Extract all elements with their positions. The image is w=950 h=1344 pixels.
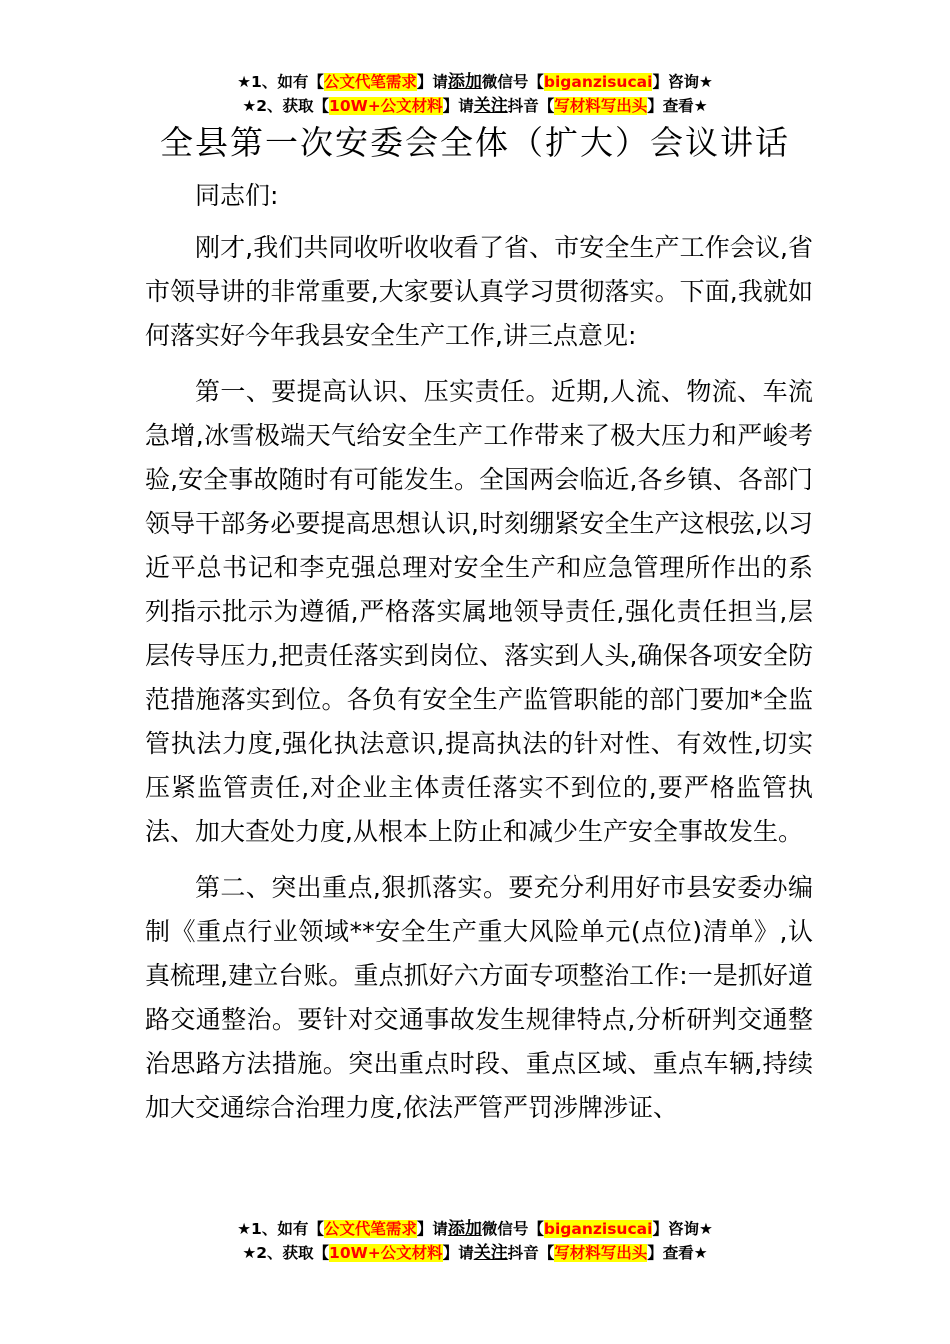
banner-text: 】请 xyxy=(416,1220,448,1238)
header-banner xyxy=(0,70,950,118)
document-body xyxy=(145,174,813,1130)
highlight-wechat-id: biganzisucai xyxy=(543,73,653,91)
highlight-materials: 10W+公文材料 xyxy=(329,97,443,115)
banner-text: ★2、获取【 xyxy=(242,1244,330,1262)
banner-text: 】查看★ xyxy=(647,1244,708,1262)
greeting: 同志们: xyxy=(195,181,279,210)
banner-text: 】查看★ xyxy=(647,97,708,115)
underlined-text: 关注 xyxy=(473,96,508,116)
banner-text: 】咨询★ xyxy=(652,73,713,91)
highlight-douyin-account: 写材料写出头 xyxy=(554,97,648,115)
banner-text: 】请 xyxy=(442,1244,474,1262)
banner-line-2 xyxy=(0,1241,950,1265)
highlight-wechat-id: biganzisucai xyxy=(543,1220,653,1238)
underlined-text: 添加 xyxy=(447,1219,482,1239)
banner-text: ★1、如有【 xyxy=(237,73,324,91)
banner-text: 抖音【 xyxy=(507,97,555,115)
highlight-service: 公文代笔需求 xyxy=(323,1220,417,1238)
document-title: 全县第一次安委会全体（扩大）会议讲话 xyxy=(160,123,790,162)
paragraph-second-point: 第二、突出重点,狠抓落实。要充分利用好市县安委办编制《重点行业领域**安全生产重大风险单元(点位)清单》,认真梳理,建立台账。重点抓好六方面专项整治工作:一是抓好道路交通整治。要针对交通事故发生规律特点,分析研判交通整治思路方法措施。突出重点时段、重点区域、重点车辆,持续加大交通综合治理力度,依法严管严罚涉牌涉证、 xyxy=(145,873,813,1122)
banner-line-1 xyxy=(0,1217,950,1241)
paragraph-first-point: 第一、要提高认识、压实责任。近期,人流、物流、车流急增,冰雪极端天气给安全生产工作带来了极大压力和严峻考验,安全事故随时有可能发生。全国两会临近,各乡镇、各部门领导干部务必要提高思想认识,时刻绷紧安全生产这根弦,以习近平总书记和李克强总理对安全生产和应急管理所作出的系列指示批示为遵循,严格落实属地领导责任,强化责任担当,层层传导压力,把责任落实到岗位、落实到人头,确保各项安全防范措施落实到位。各负有安全生产监管职能的部门要加*全监管执法力度,强化执法意识,提高执法的针对性、有效性,切实压紧监管责任,对企业主体责任落实不到位的,要严格监管执法、加大查处力度,从根本上防止和减少生产安全事故发生。 xyxy=(145,377,813,846)
banner-line-1 xyxy=(0,70,950,94)
banner-text: ★1、如有【 xyxy=(237,1220,324,1238)
footer-banner xyxy=(0,1217,950,1265)
banner-text: 】咨询★ xyxy=(652,1220,713,1238)
highlight-service: 公文代笔需求 xyxy=(323,73,417,91)
highlight-douyin-account: 写材料写出头 xyxy=(554,1244,648,1262)
paragraph-intro: 刚才,我们共同收听收收看了省、市安全生产工作会议,省市领导讲的非常重要,大家要认真学习贯彻落实。下面,我就如何落实好今年我县安全生产工作,讲三点意见: xyxy=(145,233,813,350)
underlined-text: 添加 xyxy=(447,72,482,92)
highlight-materials: 10W+公文材料 xyxy=(329,1244,443,1262)
banner-text: 】请 xyxy=(416,73,448,91)
banner-text: ★2、获取【 xyxy=(242,97,330,115)
banner-line-2 xyxy=(0,94,950,118)
banner-text: 抖音【 xyxy=(507,1244,555,1262)
underlined-text: 关注 xyxy=(473,1243,508,1263)
banner-text: 】请 xyxy=(442,97,474,115)
banner-text: 微信号【 xyxy=(481,73,544,91)
banner-text: 微信号【 xyxy=(481,1220,544,1238)
